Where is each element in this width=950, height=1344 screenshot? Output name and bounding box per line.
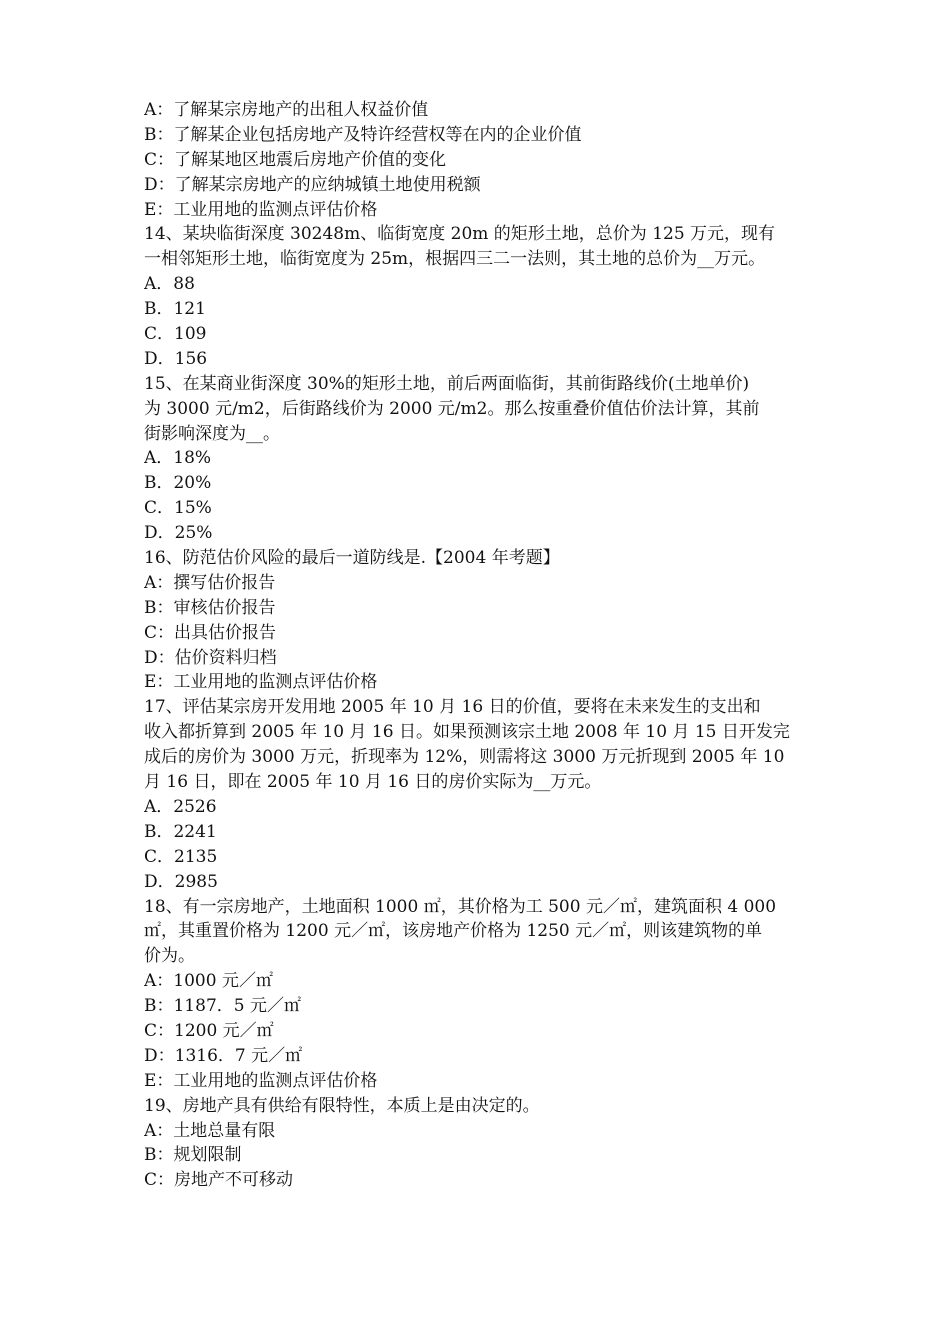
text-line: E：工业用地的监测点评估价格 [144,1070,378,1091]
text-line: C：房地产不可移动 [144,1170,294,1191]
text-line: 16、防范估价风险的最后一道防线是.【2004 年考题】 [144,548,560,569]
text-line: B：规划限制 [144,1145,242,1166]
text-line: A．2526 [144,796,217,817]
text-line: D：1316．7 元／㎡ [144,1045,303,1066]
text-line: A．18% [144,448,212,469]
text-line: B：了解某企业包括房地产及特许经营权等在内的企业价值 [144,124,582,145]
text-line: D．2985 [144,871,218,892]
text-line: E：工业用地的监测点评估价格 [144,672,378,693]
text-line: C．2135 [144,846,218,867]
text-line: 成后的房价为 3000 万元，折现率为 12%，则需将这 3000 万元折现到 2005 年 10 [144,747,785,768]
text-line: E：工业用地的监测点评估价格 [144,199,378,220]
text-line: 15、在某商业街深度 30%的矩形土地，前后两面临街，其前街路线价(土地单价) [144,373,750,394]
text-line: B：审核估价报告 [144,597,276,618]
text-line: D：估价资料归档 [144,647,277,668]
text-line: B：1187．5 元／㎡ [144,996,301,1017]
text-line: 价为。 [144,946,195,967]
text-line: A．88 [144,274,195,295]
text-line: 收入都折算到 2005 年 10 月 16 日。如果预测该宗土地 2008 年 10 月 15 日开发完 [144,722,790,743]
text-line: D．156 [144,348,208,369]
text-line: A：1000 元／㎡ [144,971,273,992]
text-line: A：了解某宗房地产的出租人权益价值 [144,100,429,120]
text-line: B．2241 [144,821,217,842]
text-line: B．121 [144,299,206,320]
text-line: 18、有一宗房地产，土地面积 1000 ㎡，其价格为工 500 元／㎡，建筑面积 4 000 [144,896,777,917]
text-line: 19、房地产具有供给有限特性，本质上是由决定的。 [144,1095,540,1116]
text-line: C：出具估价报告 [144,622,277,643]
text-line: 17、评估某宗房开发用地 2005 年 10 月 16 日的价值，要将在未来发生的支出和 [144,697,761,718]
text-line: C：了解某地区地震后房地产价值的变化 [144,149,447,170]
text-line: C．109 [144,324,207,345]
text-line: 月 16 日，即在 2005 年 10 月 16 日的房价实际为__万元。 [144,772,602,793]
text-line: B．20% [144,473,212,494]
text-line: ㎡，其重置价格为 1200 元／㎡，该房地产价格为 1250 元／㎡，则该建筑物的单 [144,921,763,942]
document-body [144,98,808,1193]
text-line: D．25% [144,523,213,544]
text-line: A：撰写估价报告 [144,572,276,593]
text-line: 为 3000 元/m2，后街路线价为 2000 元/m2。那么按重叠价值估价法计算，其前 [144,398,760,419]
text-line: 街影响深度为__。 [144,423,280,444]
text-line: C．15% [144,498,212,519]
text-line: A：土地总量有限 [144,1120,276,1141]
text-line: 一相邻矩形土地，临街宽度为 25m，根据四三二一法则，其土地的总价为__万元。 [144,249,766,270]
text-line: 14、某块临街深度 30248m、临街宽度 20m 的矩形土地，总价为 125 万元，现有 [144,224,776,245]
text-line: D：了解某宗房地产的应纳城镇土地使用税额 [144,174,481,195]
text-line: C：1200 元／㎡ [144,1020,274,1041]
